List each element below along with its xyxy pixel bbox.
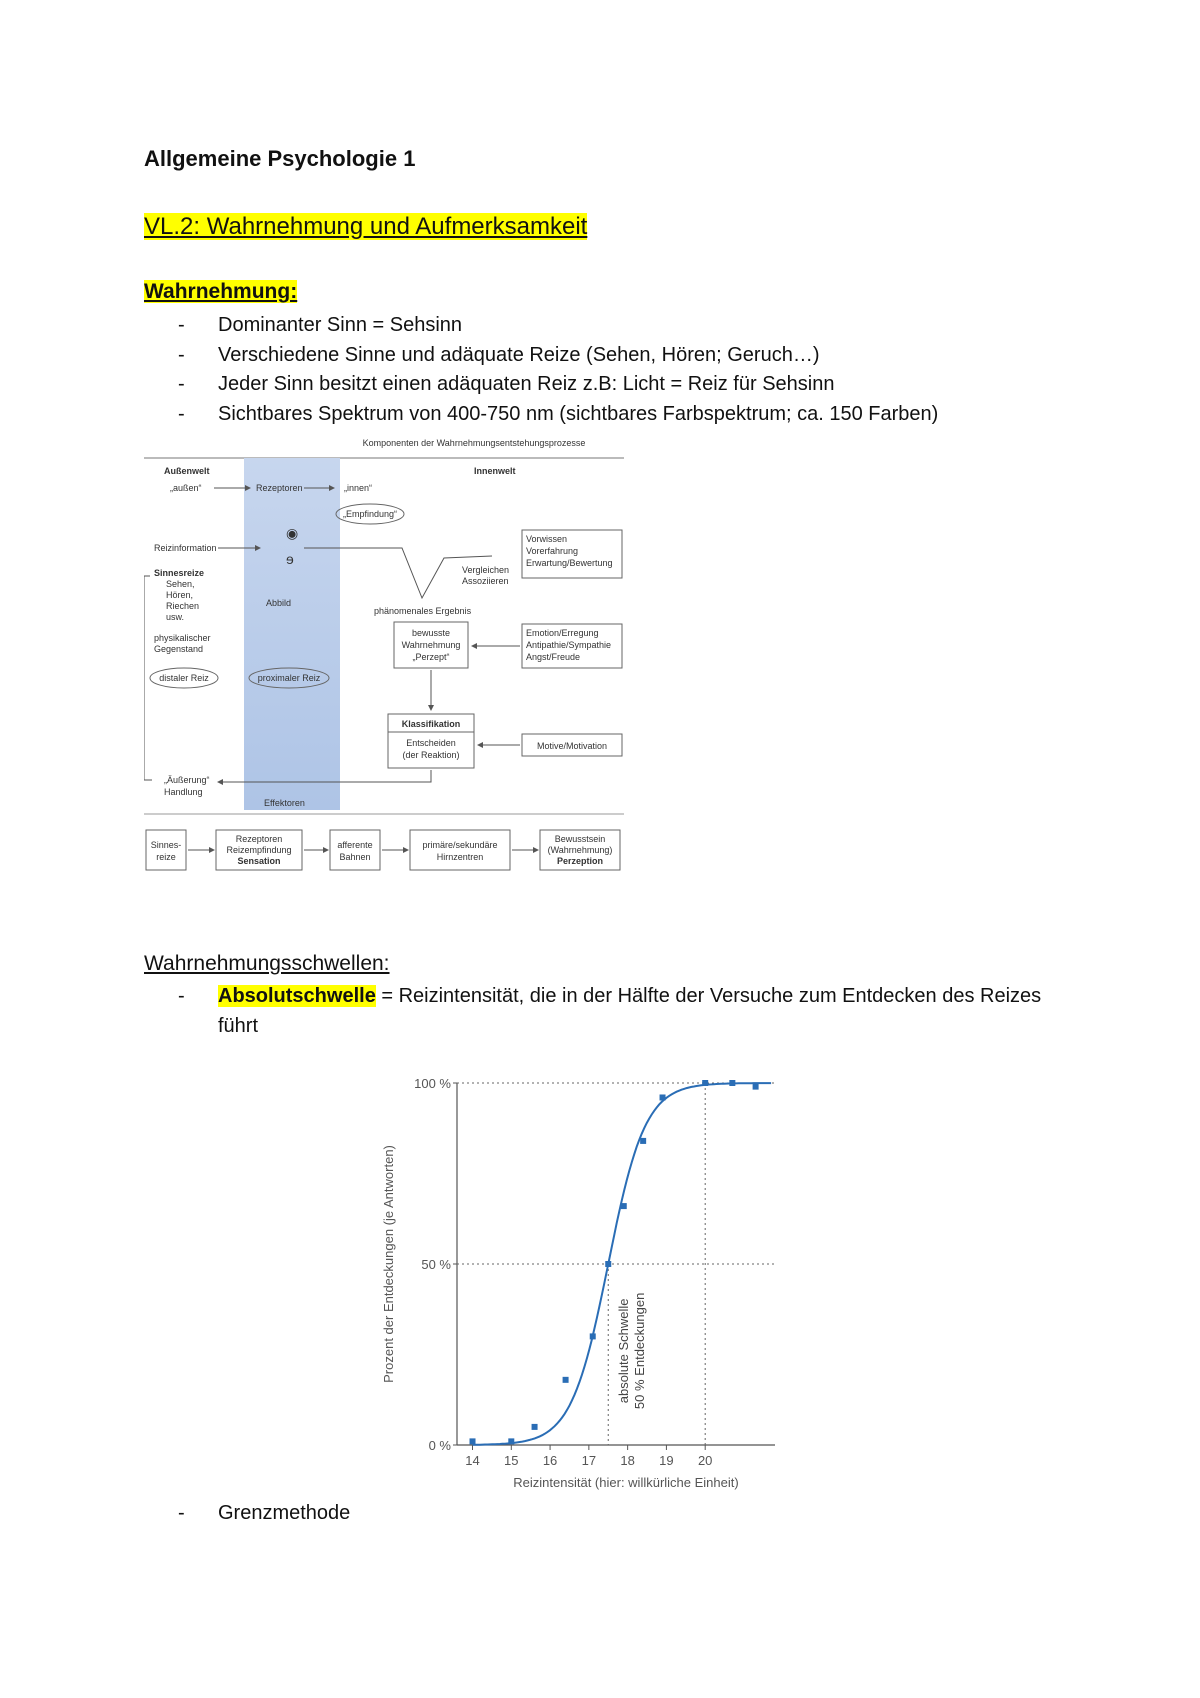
- receptor-band: [244, 458, 340, 810]
- y-tick-label: 0 %: [428, 1438, 451, 1453]
- label-motive: Motive/Motivation: [536, 741, 608, 751]
- label-emotion: Emotion/Erregung: [526, 628, 599, 638]
- chain-bewusstsein-2: (Wahrnehmung): [547, 845, 613, 855]
- y-tick-label: 50 %: [421, 1257, 451, 1272]
- annotation-line-2: 50 % Entdeckungen: [632, 1292, 648, 1410]
- annotation-line-1: absolute Schwelle: [616, 1298, 632, 1404]
- chain-hirnzentren-1: primäre/sekundäre: [422, 840, 498, 850]
- label-aussen: „außen“: [170, 483, 202, 493]
- data-point: [532, 1424, 538, 1430]
- sinnesreize-item: usw.: [166, 612, 185, 622]
- list-item-text: Sichtbares Spektrum von 400-750 nm (sichtbares Farbspektrum; ca. 150 Farben): [218, 402, 939, 425]
- label-vorwissen: Vorwissen: [526, 534, 568, 544]
- label-vorerfahrung: Vorerfahrung: [526, 546, 579, 556]
- list-item: - Verschiedene Sinne und adäquate Reize (Sehen, Hören; Geruch…): [178, 343, 820, 366]
- label-innen: „innen“: [344, 483, 373, 493]
- data-point: [753, 1084, 759, 1090]
- chain-sinnesreize-2: reize: [156, 852, 176, 862]
- eye-icon: ◉: [286, 525, 299, 541]
- perception-process-diagram: [144, 438, 624, 886]
- chain-rezeptoren-1: Rezeptoren: [235, 834, 283, 844]
- data-point: [660, 1094, 666, 1100]
- data-point: [729, 1080, 735, 1086]
- document-title: Allgemeine Psychologie 1: [144, 146, 416, 171]
- label-der-reaktion: (der Reaktion): [402, 750, 460, 760]
- chain-sinnesreize-1: Sinnes-: [150, 840, 182, 850]
- label-perzept: „Perzept“: [412, 652, 450, 662]
- label-proximaler-reiz: proximaler Reiz: [257, 673, 321, 683]
- x-tick-label: 17: [581, 1453, 597, 1468]
- label-wahrnehmung: Wahrnehmung: [401, 640, 461, 650]
- label-distaler-reiz: distaler Reiz: [159, 673, 209, 683]
- term-absolutschwelle: Absolutschwelle: [218, 985, 376, 1007]
- list-item-text: Jeder Sinn besitzt einen adäquaten Reiz z.B: Licht = Reiz für Sehsinn: [218, 373, 835, 395]
- methoden-list: [144, 1499, 1084, 1529]
- sinnesreize-item: Riechen: [166, 601, 200, 611]
- data-point: [508, 1438, 514, 1444]
- x-tick-label: 20: [697, 1453, 713, 1468]
- label-innenwelt: Innenwelt: [474, 466, 516, 476]
- y-axis-label: Prozent der Entdeckungen (je Antworten): [381, 1145, 396, 1383]
- lecture-title-text: VL.2: Wahrnehmung und Aufmerksamkeit: [144, 213, 588, 240]
- list-item: - Absolutschwelle = Reizintensität, die in der Hälfte der Versuche zum Entdecken des Reizes führt: [178, 985, 1042, 1037]
- ear-icon: ɘ: [286, 551, 294, 567]
- lecture-title: [144, 213, 587, 241]
- chain-hirnzentren-2: Hirnzentren: [436, 852, 484, 862]
- section-heading-wahrnehmung: [144, 280, 297, 304]
- diagram-title: Komponenten der Wahrnehmungsentstehungsprozesse: [362, 438, 586, 448]
- data-point: [702, 1080, 708, 1086]
- data-point: [605, 1261, 611, 1267]
- chain-rezeptoren-3: Sensation: [237, 856, 281, 866]
- chain-bewusstsein-3: Perzeption: [556, 856, 604, 866]
- data-point: [621, 1203, 627, 1209]
- wahrnehmung-list: [144, 311, 1084, 429]
- x-tick-label: 15: [504, 1453, 519, 1468]
- label-handlung: Handlung: [164, 787, 203, 797]
- data-point: [470, 1438, 476, 1444]
- label-rezeptoren: Rezeptoren: [256, 483, 303, 493]
- list-item-text: Verschiedene Sinne und adäquate Reize (Sehen, Hören; Geruch…): [218, 343, 820, 366]
- section-heading-schwellen: Wahrnehmungsschwellen:: [144, 952, 390, 975]
- label-sinnesreize: Sinnesreize: [154, 568, 205, 578]
- label-aussenwelt: Außenwelt: [164, 466, 210, 476]
- chain-afferente-2: Bahnen: [339, 852, 371, 862]
- label-gegenstand: Gegenstand: [154, 644, 204, 654]
- data-point: [640, 1138, 646, 1144]
- y-tick-label: 100 %: [414, 1076, 451, 1091]
- label-assoziieren: Assoziieren: [462, 576, 509, 586]
- list-item-text: Dominanter Sinn = Sehsinn: [218, 314, 463, 336]
- x-tick-label: 19: [659, 1453, 674, 1468]
- label-antipathie: Antipathie/Sympathie: [526, 640, 612, 650]
- label-aeusserung: „Äußerung“: [164, 775, 210, 785]
- label-entscheiden: Entscheiden: [406, 738, 456, 748]
- list-item: - Dominanter Sinn = Sehsinn: [178, 314, 463, 336]
- chain-bewusstsein-1: Bewusstsein: [554, 834, 606, 844]
- list-item: - Sichtbares Spektrum von 400-750 nm (sichtbares Farbspektrum; ca. 150 Farben): [178, 402, 939, 425]
- data-point: [563, 1377, 569, 1383]
- sinnesreize-item: Sehen,: [166, 579, 195, 589]
- list-item: - Grenzmethode: [178, 1502, 351, 1524]
- absolute-threshold-chart: [365, 1065, 795, 1510]
- label-vergleichen: Vergleichen: [462, 565, 510, 575]
- chain-rezeptoren-2: Reizempfindung: [226, 845, 292, 855]
- label-klassifikation: Klassifikation: [401, 719, 461, 729]
- label-erwartung: Erwartung/Bewertung: [526, 558, 613, 568]
- chain-afferente-1: afferente: [337, 840, 373, 850]
- x-tick-label: 16: [542, 1453, 558, 1468]
- label-empfindung: „Empfindung“: [342, 509, 398, 519]
- schwellen-list: [144, 982, 1084, 1041]
- label-bewusste: bewusste: [411, 628, 451, 638]
- x-tick-label: 18: [620, 1453, 635, 1468]
- x-axis-label: Reizintensität (hier: willkürliche Einheit): [513, 1475, 739, 1490]
- list-item-text: Grenzmethode: [218, 1502, 351, 1524]
- list-item-text: = Reizintensität, die in der Hälfte der Versuche zum Entdecken des Reizes führt: [218, 985, 1042, 1037]
- label-phaenomenales: phänomenales Ergebnis: [374, 606, 472, 616]
- label-effektoren: Effektoren: [264, 798, 305, 808]
- label-reizinformation: Reizinformation: [154, 543, 217, 553]
- x-tick-label: 14: [465, 1453, 480, 1468]
- section-heading-wahrnehmung-text: Wahrnehmung:: [144, 280, 298, 303]
- sinnesreize-item: Hören,: [166, 590, 194, 600]
- label-abbild: Abbild: [266, 598, 292, 608]
- list-item: - Jeder Sinn besitzt einen adäquaten Reiz z.B: Licht = Reiz für Sehsinn: [178, 373, 835, 395]
- label-physikalischer: physikalischer: [154, 633, 211, 643]
- data-point: [590, 1333, 596, 1339]
- label-angst: Angst/Freude: [526, 652, 581, 662]
